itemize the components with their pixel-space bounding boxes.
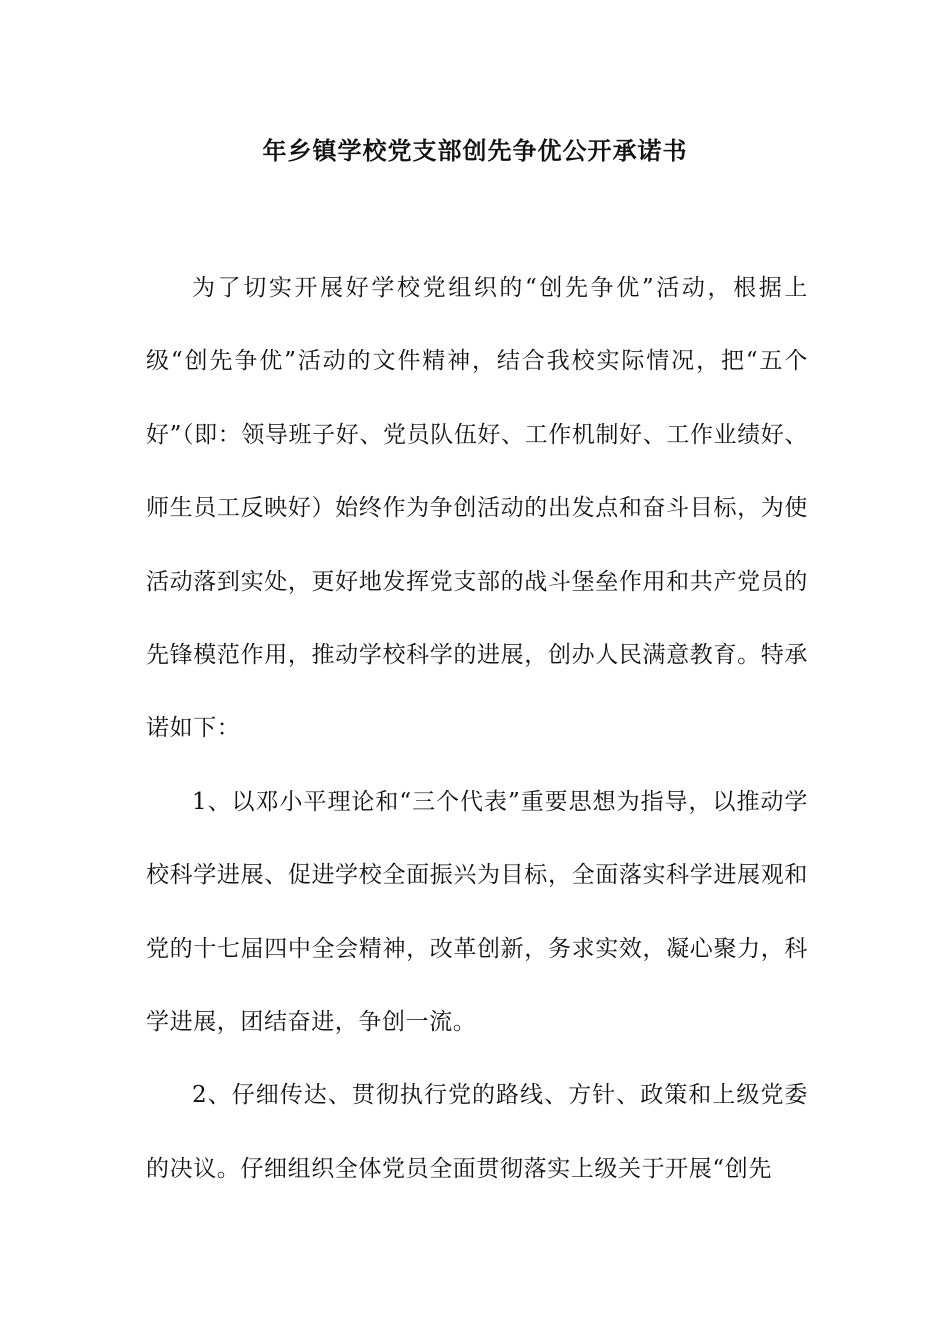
paragraph-intro: 为了切实开展好学校党组织的“创先争优”活动，根据上级“创先争优”活动的文件精神，结合我校实际情况，把“五个好”（即：领导班子好、党员队伍好、工作机制好、工作业绩好、师生员工反映好）始终作为争创活动的出发点和奋斗目标，为使活动落到实处，更好地发挥党支部的战斗堡垒作用和共产党员的先锋模范作用，推动学校科学的进展，创办人民满意教育。特承诺如下： [146, 275, 808, 742]
paragraph-item-2: 2、仔细传达、贯彻执行党的路线、方针、政策和上级党委的决议。仔细组织全体党员全面贯彻落实上级关于开展“创先 [146, 1082, 808, 1182]
document-title: 年乡镇学校党支部创先争优公开承诺书 [262, 137, 688, 165]
paragraph-item-1: 1、以邓小平理论和“三个代表”重要思想为指导，以推动学校科学进展、促进学校全面振兴为目标，全面落实科学进展观和党的十七届四中全会精神，改革创新，务求实效，凝心聚力，科学进展，团结奋进，争创一流。 [146, 788, 808, 1036]
document-body [146, 252, 808, 1206]
